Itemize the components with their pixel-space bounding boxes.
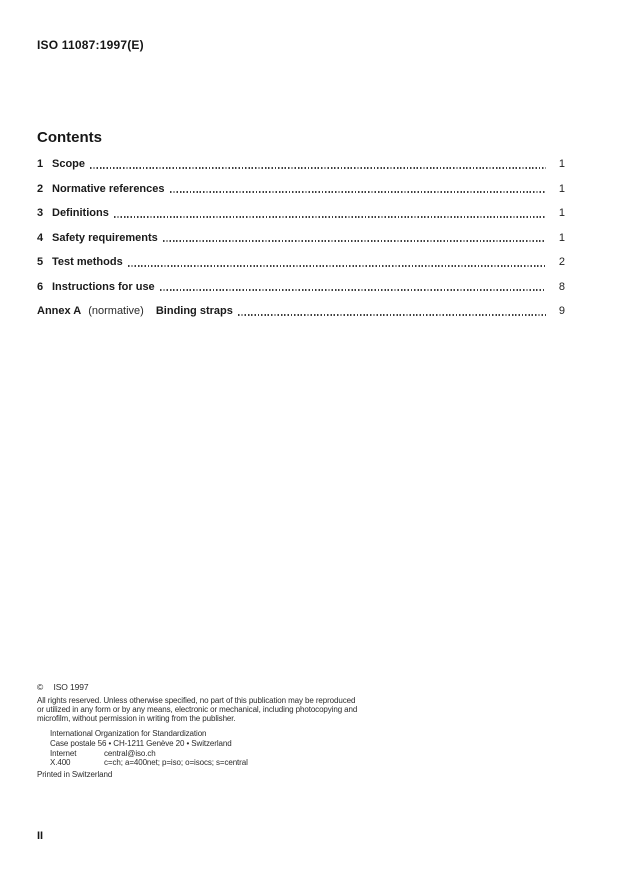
rights-line: microfilm, without permission in writing from the publisher. [37, 713, 236, 723]
toc-entry-page: 1 [558, 182, 565, 195]
copyright-year: ISO 1997 [53, 682, 89, 692]
org-name: International Organization for Standardization [50, 729, 207, 739]
toc-entry-annex [37, 305, 565, 318]
x400-row [50, 758, 402, 768]
toc-entry-label: Safety requirements [52, 231, 158, 244]
rights-line: All rights reserved. Unless otherwise specified, no part of this publication may be reproduced [37, 696, 356, 705]
toc-entry-page: 1 [558, 231, 565, 244]
toc-entry-number: 3 [37, 207, 44, 219]
toc-entry-page: 1 [558, 207, 565, 219]
internet-label: Internet [50, 748, 77, 758]
toc-entry-number: 5 [37, 256, 44, 268]
toc-leader-dots [90, 167, 546, 169]
copyright-line [37, 682, 402, 692]
internet-row [50, 749, 402, 759]
internet-value: central@iso.ch [104, 748, 156, 758]
toc-leader-dots [160, 289, 546, 291]
toc-entry-label: Definitions [52, 207, 109, 219]
toc-entry [37, 207, 565, 220]
toc-entry-label: Test methods [52, 256, 123, 268]
copyright-footer [37, 682, 402, 780]
toc-entry-page: 2 [558, 256, 565, 268]
toc-entry [37, 281, 565, 294]
toc-entry [37, 232, 565, 245]
annex-subtitle: Binding straps [155, 305, 233, 317]
toc-entry [37, 256, 565, 269]
toc-entry-number: 1 [37, 158, 44, 170]
printed-in: Printed in Switzerland [37, 770, 113, 780]
toc-leader-dots [114, 216, 546, 218]
doc-reference: ISO 11087:1997(E) [37, 38, 144, 52]
toc-entry-number: 6 [37, 280, 44, 293]
toc-entry [37, 158, 565, 171]
toc-entry-page: 9 [558, 305, 565, 317]
toc-leader-dots [163, 240, 546, 242]
toc-entry-page: 8 [558, 280, 565, 293]
toc-leader-dots [238, 314, 546, 316]
page-number: II [37, 830, 44, 842]
toc-entry [37, 183, 565, 196]
toc-entry-number: 4 [37, 231, 44, 244]
toc-entry-label: Normative references [52, 182, 165, 195]
rights-line: or utilized in any form or by any means, electronic or mechanical, including photocopying and [37, 704, 358, 714]
toc-leader-dots [170, 191, 546, 193]
toc-entry-page: 1 [558, 158, 565, 170]
copyright-symbol: © [37, 682, 44, 692]
publisher-address [50, 729, 402, 767]
annex-title: Annex A [37, 305, 82, 317]
x400-label: X.400 [50, 758, 71, 768]
x400-value: c=ch; a=400net; p=iso; o=isocs; s=central [104, 758, 248, 768]
rights-notice [37, 697, 402, 723]
contents-heading: Contents [37, 129, 102, 146]
annex-normative-tag: (normative) [88, 305, 144, 317]
toc-entry-number: 2 [37, 182, 44, 195]
toc-entry-label: Scope [52, 158, 86, 170]
table-of-contents [37, 158, 565, 330]
toc-entry-label: Instructions for use [52, 280, 155, 293]
postal-address: Case postale 56 • CH-1211 Genève 20 • Switzerland [50, 738, 232, 748]
toc-leader-dots [128, 265, 546, 267]
